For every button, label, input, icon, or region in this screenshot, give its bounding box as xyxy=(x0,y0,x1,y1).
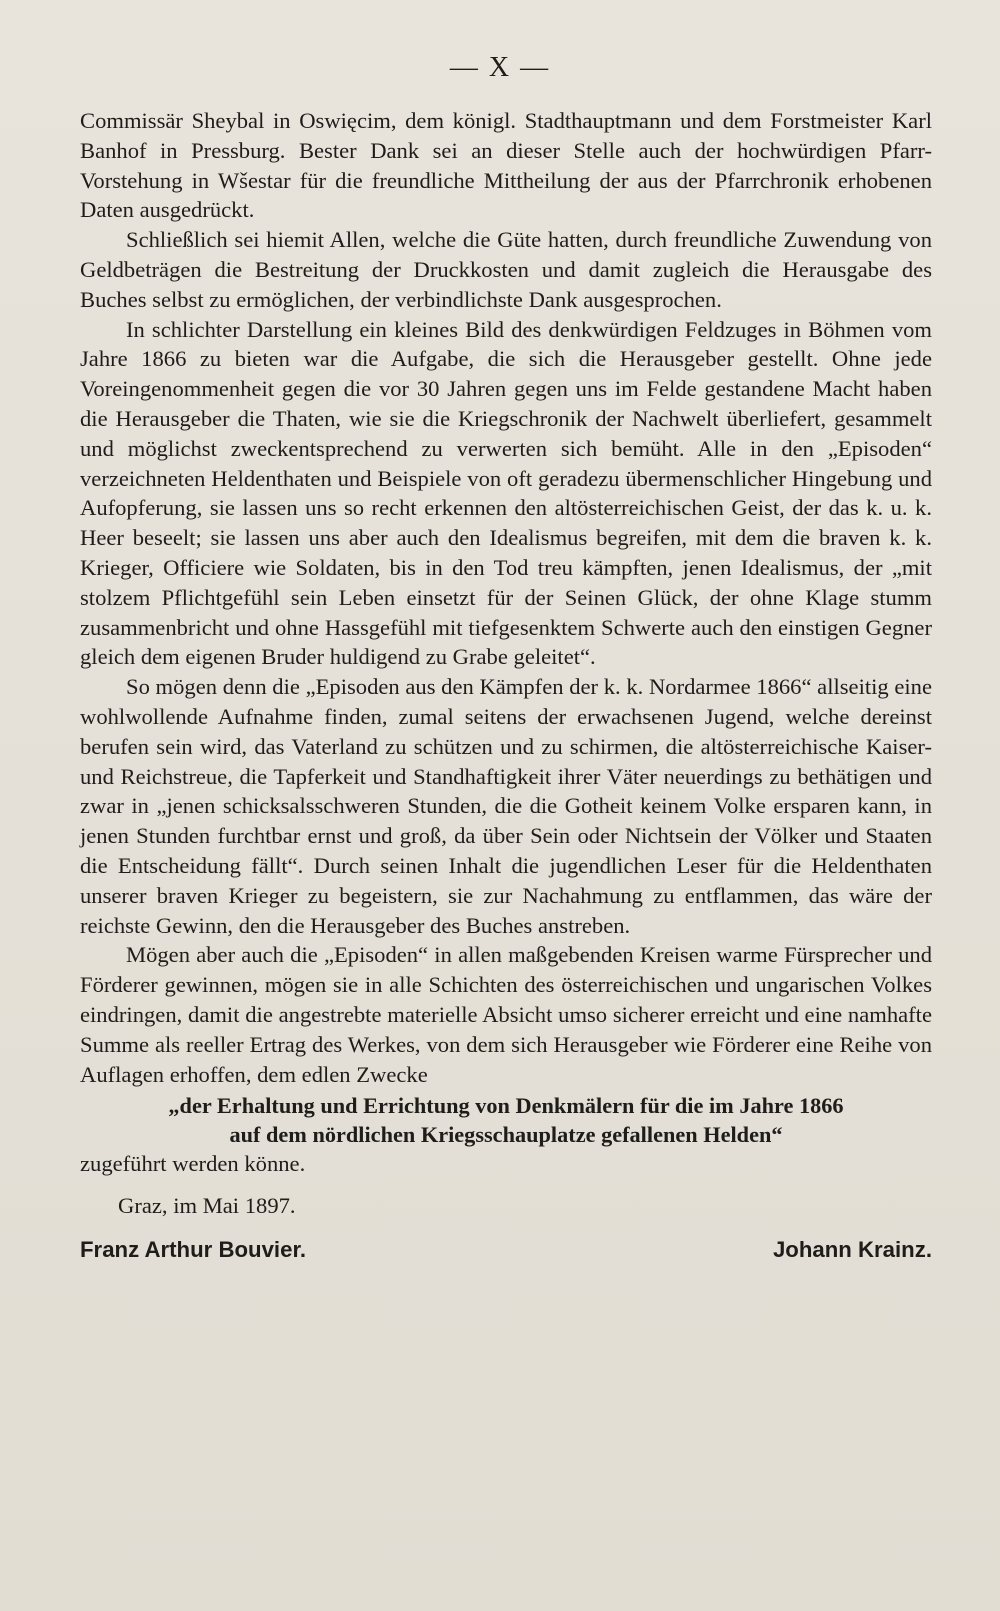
dedication-line: auf dem nördlichen Kriegsschauplatze gefallenen Helden“ xyxy=(229,1122,783,1148)
paragraph: Mögen aber auch die „Episoden“ in allen maßgebenden Kreisen warme Fürsprecher und Förderer gewinnen, mögen sie in alle Schichten des österreichischen und ungarischen Volkes eindringen, damit die angestrebte materielle Absicht umso sicherer erreicht und eine namhafte Summe als reeller Ertrag des Werkes, von dem sich Herausgeber wie Förderer eine Reihe von Auflagen erhoffen, dem edlen Zwecke xyxy=(80,942,932,1087)
closing-line: zugeführt werden könne. xyxy=(80,1151,306,1177)
paragraph: Commissär Sheybal in Oswięcim, dem königl. Stadthauptmann und dem Forstmeister Karl Banhof in Pressburg. Bester Dank sei an dieser Stelle auch der hochwürdigen Pfarr-Vorstehung in Wšestar für die freundliche Mittheilung der aus der Pfarrchronik erhobenen Daten ausgedrückt. xyxy=(80,108,932,223)
page-body xyxy=(80,106,932,1271)
paragraph: In schlichter Darstellung ein kleines Bild des denkwürdigen Feldzuges in Böhmen vom Jahre 1866 zu bieten war die Aufgabe, die sich die Herausgeber gestellt. Ohne jede Voreingenommenheit gegen die vor 30 Jahren gegen uns im Felde gestandene Macht haben die Herausgeber die Thaten, wie sie die Kriegschronik der Nachwelt überliefert, gesammelt und möglichst zweckentsprechend zu verwerten sich bemüht. Alle in den „Episoden“ verzeichneten Heldenthaten und Beispiele von oft geradezu übermenschlicher Hingebung und Aufopferung, sie lassen uns so recht erkennen den altösterreichischen Geist, der das k. u. k. Heer beseelt; sie lassen uns aber auch den Idealismus begreifen, mit dem die braven k. k. Krieger, Officiere wie Soldaten, bis in den Tod treu kämpften, jenen Idealismus, der „mit stolzem Pflichtgefühl sein Leben einsetzt für der Seinen Glück, der ohne Klage stumm zusammenbricht und ohne Hassgefühl mit tiefgesenktem Schwerte auch den einstigen Gegner gleich dem eigenen Bruder huldigend zu Grabe geleitet“. xyxy=(80,316,932,670)
dateline: Graz, im Mai 1897. xyxy=(118,1193,296,1219)
signature-bouvier: Franz Arthur Bouvier. xyxy=(80,1237,307,1263)
dedication-line: „der Erhaltung und Errichtung von Denkmälern für die im Jahre 1866 xyxy=(168,1093,844,1119)
signatures xyxy=(80,1237,932,1271)
paragraph: Schließlich sei hiemit Allen, welche die Güte hatten, durch freundliche Zuwendung von Geldbeträgen die Bestreitung der Druckkosten und damit zugleich die Herausgabe des Buches selbst zu ermöglichen, der verbindlichste Dank ausgesprochen. xyxy=(80,227,932,312)
dedication xyxy=(80,1091,932,1149)
paragraph: So mögen denn die „Episoden aus den Kämpfen der k. k. Nordarmee 1866“ allseitig eine wohlwollende Aufnahme finden, zumal seitens der erwachsenen Jugend, welche dereinst berufen sein wird, das Vaterland zu schützen und zu schirmen, die altösterreichische Kaiser- und Reichstreue, die Tapferkeit und Standhaftigkeit ihrer Väter neuerdings zu bethätigen und zwar in „jenen schicksalsschweren Stunden, die die Gotheit keinem Volke ersparen kann, in jenen Stunden furchtbar ernst und groß, da über Sein oder Nichtsein der Völker und Staaten die Entscheidung fällt“. Durch seinen Inhalt die jugendlichen Leser für die Heldenthaten unserer braven Krieger zu begeistern, sie zur Nachahmung zu entflammen, das wäre der reichste Gewinn, den die Herausgeber des Buches anstreben. xyxy=(80,674,932,938)
page-number: — X — xyxy=(449,52,551,83)
signature-krainz: Johann Krainz. xyxy=(772,1237,932,1263)
